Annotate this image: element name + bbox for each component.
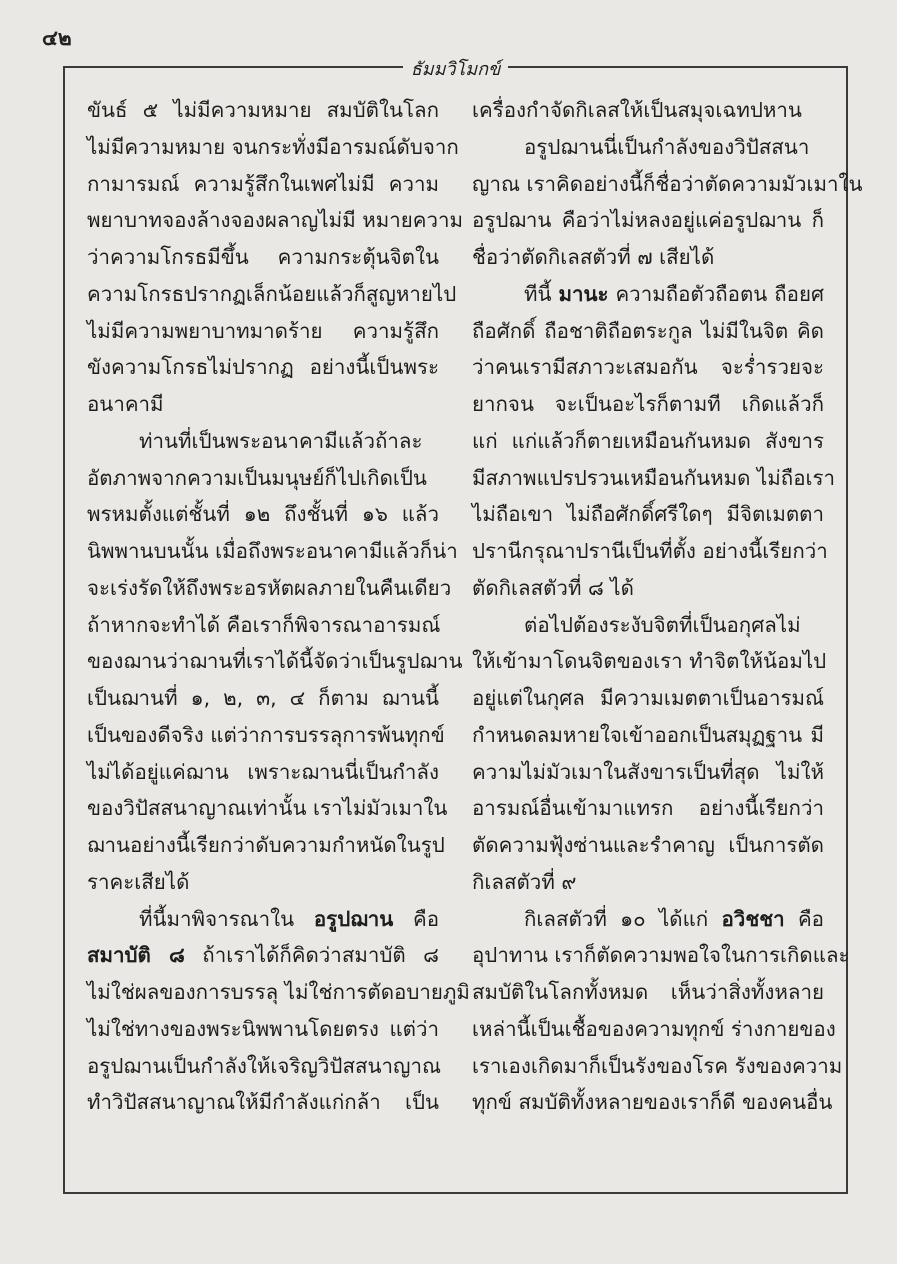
text-segment: ไม่ได้อยู่แค่ฌาน เพราะฌานนี่เป็นกำลัง <box>87 759 439 784</box>
text-segment: ความถือตัวถือตน ถือยศ <box>608 281 824 306</box>
text-segment: อยู่แต่ในกุศล มีความเมตตาเป็นอารมณ์ <box>472 686 824 710</box>
text-line <box>472 680 824 717</box>
text-line <box>472 202 824 239</box>
text-line <box>87 202 464 239</box>
text-line <box>472 790 824 827</box>
text-segment: ขันธ์ ๕ ไม่มีความหมาย สมบัติในโลก <box>87 98 439 122</box>
text-line <box>87 423 439 460</box>
text-segment: ไม่มีความหมาย จนกระทั่งมีอารมณ์ดับจาก <box>87 134 459 159</box>
text-line <box>87 717 445 754</box>
text-line <box>472 1011 836 1048</box>
page-number: ๔๒ <box>42 26 72 50</box>
text-segment: ไม่มีความพยาบาทมาดร้าย ความรู้สึก <box>87 318 439 343</box>
text-segment: ทุกข์ สมบัติทั้งหลายของเราก็ดี ของคนอื่น <box>472 1090 833 1115</box>
text-line <box>472 423 824 460</box>
text-segment: ไม่ถือเขา ไม่ถือศักดิ์ศรีใดๆ มีจิตเมตตา <box>472 502 824 527</box>
text-segment: คือ <box>784 906 824 931</box>
text-segment: ทำวิปัสสนาญาณให้มีกำลังแก่กล้า เป็น <box>87 1090 439 1115</box>
right-column <box>472 92 863 1121</box>
text-line <box>87 570 452 607</box>
text-segment: ทีนี้ <box>524 281 559 306</box>
page-frame <box>63 59 863 1194</box>
text-line <box>472 313 824 350</box>
text-line <box>87 276 457 313</box>
bold-term: สมาบัติ ๘ <box>87 943 185 968</box>
text-segment: อัตภาพจากความเป็นมนุษย์ก็ไปเกิดเป็น <box>87 465 427 490</box>
text-segment: กำหนดลมหายใจเข้าออกเป็นสมุฏฐาน มี <box>472 722 824 747</box>
text-segment: กิเลสตัวที่ ๑๐ ได้แก่ <box>524 906 722 931</box>
text-line <box>472 349 824 386</box>
bold-term: มานะ <box>558 281 609 306</box>
text-segment: ถ้าเราได้ก็คิดว่าสมาบัติ ๘ <box>184 943 439 968</box>
text-line <box>472 386 824 423</box>
text-segment: คือ <box>393 906 440 931</box>
text-segment: เป็นของดีจริง แต่ว่าการบรรลุการพ้นทุกข์ <box>87 722 445 747</box>
text-line <box>472 570 824 607</box>
text-segment: อรูปฌาน คือว่าไม่หลงอยู่แค่อรูปฌาน ก็ <box>472 208 824 233</box>
text-line <box>87 92 439 129</box>
text-line <box>87 166 439 203</box>
text-line <box>472 1084 833 1121</box>
text-line <box>472 129 824 166</box>
text-line <box>87 864 439 901</box>
left-column <box>87 92 470 1121</box>
text-segment: ไม่ใช่ผลของการบรรลุ ไม่ใช่การตัดอบายภูมิ <box>87 980 470 1004</box>
text-line <box>472 92 824 129</box>
text-segment: สมบัติในโลกทั้งหมด เห็นว่าสิ่งทั้งหลาย <box>472 980 824 1004</box>
text-line <box>87 460 439 497</box>
text-segment: มีสภาพแปรปรวนเหมือนกันหมด ไม่ถือเรา <box>472 465 836 490</box>
text-line <box>87 901 439 938</box>
text-line <box>472 901 824 938</box>
text-line <box>87 533 458 570</box>
text-segment: อนาคามี <box>87 392 164 416</box>
text-line <box>87 974 470 1011</box>
text-segment: เหล่านี้เป็นเชื้อของความทุกข์ ร่างกายของ <box>472 1016 836 1041</box>
text-line <box>87 1084 439 1121</box>
text-line <box>87 1011 439 1048</box>
text-segment: ท่านที่เป็นพระอนาคามีแล้วถ้าละ <box>139 428 423 453</box>
text-segment: พยาบาทจองล้างจองผลาญไม่มี หมายความ <box>87 208 464 233</box>
text-line <box>472 827 824 864</box>
text-line <box>472 864 824 901</box>
text-segment: ของฌานว่าฌานที่เราได้นี้จัดว่าเป็นรูปฌาน <box>87 649 463 674</box>
text-segment: ยากจน จะเป็นอะไรก็ตามที เกิดแล้วก็ <box>472 392 824 416</box>
text-line <box>87 680 439 717</box>
text-line <box>472 533 828 570</box>
text-line <box>472 937 850 974</box>
text-segment: ชื่อว่าตัดกิเลสตัวที่ ๗ เสียได้ <box>472 245 715 269</box>
text-segment: กิเลสตัวที่ ๙ <box>472 869 577 894</box>
text-line <box>87 349 439 386</box>
text-line <box>87 790 448 827</box>
text-segment: ตัดกิเลสตัวที่ ๘ ได้ <box>472 575 634 600</box>
text-segment: ปรานีกรุณาปรานีเป็นที่ตั้ง อย่างนี้เรียกว่า <box>472 539 828 563</box>
text-segment: ความไม่มัวเมาในสังขารเป็นที่สุด ไม่ให้ <box>472 759 824 784</box>
bold-term: อรูปฌาน <box>313 906 394 931</box>
text-line <box>87 827 445 864</box>
text-segment: ความโกรธปรากฏเล็กน้อยแล้วก็สูญหายไป <box>87 281 457 306</box>
text-segment: อุปาทาน เราก็ตัดความพอใจในการเกิดและ <box>472 943 850 968</box>
text-line <box>472 239 824 276</box>
text-segment: ญาณ เราคิดอย่างนี้ก็ชื่อว่าตัดความมัวเมาใน <box>472 171 863 196</box>
text-segment: ราคะเสียได้ <box>87 869 190 894</box>
text-segment: ถือศักดิ์ ถือชาติถือตระกูล ไม่มีในจิต คิด <box>472 318 824 343</box>
text-line <box>472 1048 843 1085</box>
text-line <box>472 166 863 203</box>
text-line <box>87 1048 439 1085</box>
text-segment: นิพพานบนนั้น เมื่อถึงพระอนาคามีแล้วก็น่า <box>87 539 458 563</box>
text-line <box>87 129 459 166</box>
running-header-title: ธัมมวิโมกข์ <box>403 59 509 80</box>
text-segment: เครื่องกำจัดกิเลสให้เป็นสมุจเฉทปหาน <box>472 98 802 122</box>
text-line <box>472 496 824 533</box>
text-line <box>472 276 824 313</box>
text-line <box>87 496 439 533</box>
text-segment: ที่นี้มาพิจารณาใน <box>139 906 314 931</box>
text-line <box>87 643 463 680</box>
text-line <box>87 386 439 423</box>
text-segment: ถ้าหากจะทำได้ คือเราก็พิจารณาอารมณ์ <box>87 612 441 637</box>
text-segment: อรูปฌานเป็นกำลังให้เจริญวิปัสสนาญาณ <box>87 1053 441 1078</box>
text-line <box>472 607 824 644</box>
text-segment: ตัดความฟุ้งซ่านและรำคาญ เป็นการตัด <box>472 833 824 857</box>
text-line <box>472 717 824 754</box>
text-line <box>87 313 439 350</box>
text-segment: พรหมตั้งแต่ชั้นที่ ๑๒ ถึงชั้นที่ ๑๖ แล้ว <box>87 502 439 527</box>
text-segment: ฌานอย่างนี้เรียกว่าดับความกำหนัดในรูป <box>87 833 445 857</box>
text-line <box>87 239 439 276</box>
text-line <box>87 937 439 974</box>
text-line <box>472 754 824 791</box>
text-line <box>472 643 827 680</box>
text-segment: ว่าความโกรธมีขึ้น ความกระตุ้นจิตใน <box>87 245 439 269</box>
text-segment: แก่ แก่แล้วก็ตายเหมือนกันหมด สังขาร <box>472 428 824 453</box>
text-segment: อรูปฌานนี่เป็นกำลังของวิปัสสนา <box>524 134 810 159</box>
text-segment: เป็นฌานที่ ๑, ๒, ๓, ๔ ก็ตาม ฌานนี้ <box>87 686 439 710</box>
text-segment: กามารมณ์ ความรู้สึกในเพศไม่มี ความ <box>87 171 439 196</box>
text-segment: ของวิปัสสนาญาณเท่านั้น เราไม่มัวเมาใน <box>87 796 448 821</box>
text-line <box>87 754 439 791</box>
text-line <box>472 460 836 497</box>
text-segment: ว่าคนเรามีสภาวะเสมอกัน จะร่ำรวยจะ <box>472 355 824 380</box>
bold-term: อวิชชา <box>721 906 785 931</box>
text-segment: อารมณ์อื่นเข้ามาแทรก อย่างนี้เรียกว่า <box>472 796 824 821</box>
text-segment: ขังความโกรธไม่ปรากฏ อย่างนี้เป็นพระ <box>87 355 439 380</box>
text-segment: เราเองเกิดมาก็เป็นรังของโรค รังของความ <box>472 1053 843 1078</box>
text-segment: จะเร่งรัดให้ถึงพระอรหัตผลภายในคืนเดียว <box>87 575 452 600</box>
text-line <box>472 974 824 1011</box>
text-segment: ให้เข้ามาโดนจิตของเรา ทำจิตให้น้อมไป <box>472 649 827 674</box>
text-segment: ต่อไปต้องระงับจิตที่เป็นอกุศลไม่ <box>524 612 801 637</box>
text-segment: ไม่ใช่ทางของพระนิพพานโดยตรง แต่ว่า <box>87 1016 439 1041</box>
running-header <box>65 54 846 83</box>
text-line <box>87 607 439 644</box>
